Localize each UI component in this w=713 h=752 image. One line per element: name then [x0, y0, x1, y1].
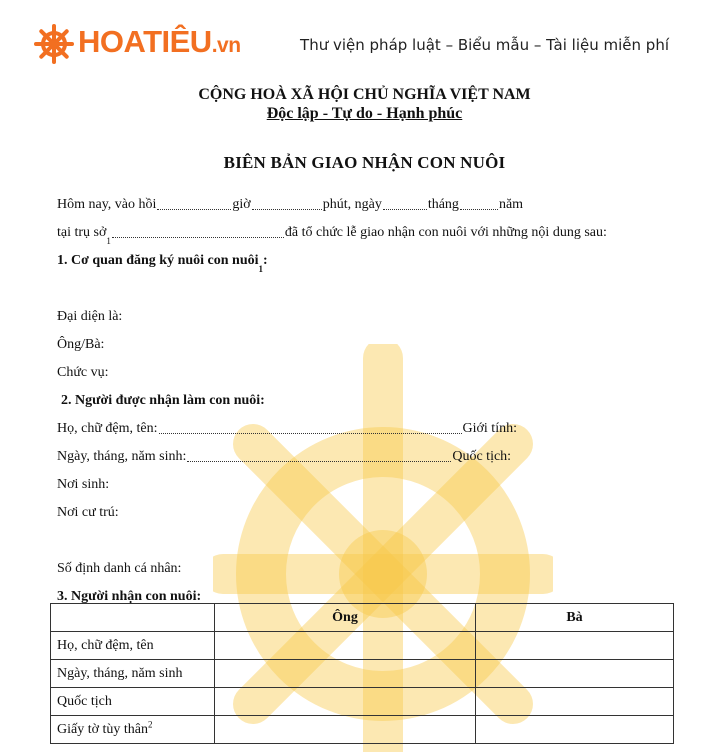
document-title: BIÊN BẢN GIAO NHẬN CON NUÔI — [223, 153, 506, 172]
adopter-table — [50, 603, 674, 744]
row-label: Giấy tờ tùy thân$^2$ — [51, 716, 215, 744]
table-header-empty — [51, 604, 215, 632]
mother-cell — [476, 660, 674, 688]
table-row — [51, 660, 674, 688]
row-label: Họ, chữ đệm, tên — [51, 632, 215, 660]
child-residence-field: Nơi cư trú: — [57, 505, 119, 520]
child-dob-nationality-field: Ngày, tháng, năm sinh: Quốc tịch: — [57, 449, 512, 464]
intro-line-2: tại trụ sở 1 đã tổ chức lễ giao nhận con nuôi với những nội dung sau: — [57, 225, 607, 246]
father-cell — [215, 716, 476, 744]
table-header-row — [51, 604, 674, 632]
logo-text: HOATIÊU.vn — [78, 24, 241, 59]
representative-label: Đại diện là: — [57, 309, 123, 324]
child-id-number-field: Số định danh cá nhân: — [57, 561, 182, 576]
motto-heading: Độc lập - Tự do - Hạnh phúc — [266, 105, 463, 122]
document-body — [57, 82, 672, 605]
father-cell — [215, 688, 476, 716]
mother-cell — [476, 716, 674, 744]
ship-wheel-icon — [34, 24, 74, 64]
column-mother: Bà — [476, 604, 674, 632]
child-residence-extra-line — [57, 533, 672, 549]
section-3-heading: 3. Người nhận con nuôi: — [57, 589, 202, 604]
child-name-gender-field: Họ, chữ đệm, tên: Giới tính: — [57, 421, 517, 436]
father-cell — [215, 660, 476, 688]
section-1-heading: 1. Cơ quan đăng ký nuôi con nuôi 1 : — [57, 253, 268, 274]
intro-line-1: Hôm nay, vào hồi giờ phút, ngày tháng năm — [57, 197, 524, 212]
representative-position-field: Chức vụ: — [57, 365, 109, 380]
representative-name-field: Ông/Bà: — [57, 337, 105, 352]
nation-heading: CỘNG HOÀ XÃ HỘI CHỦ NGHĨA VIỆT NAM — [198, 86, 531, 103]
section-1-blank-line — [57, 281, 672, 297]
table-row — [51, 716, 674, 744]
mother-cell — [476, 632, 674, 660]
site-header — [0, 0, 713, 78]
table-row — [51, 688, 674, 716]
father-cell — [215, 632, 476, 660]
child-birthplace-field: Nơi sinh: — [57, 477, 110, 492]
row-label: Quốc tịch — [51, 688, 215, 716]
hoatieu-logo[interactable] — [34, 22, 241, 66]
row-label: Ngày, tháng, năm sinh — [51, 660, 215, 688]
table-row — [51, 632, 674, 660]
mother-cell — [476, 688, 674, 716]
section-2-heading: 2. Người được nhận làm con nuôi: — [61, 393, 265, 408]
site-tagline: Thư viện pháp luật – Biểu mẫu – Tài liệu miễn phí — [300, 36, 669, 54]
column-father: Ông — [215, 604, 476, 632]
